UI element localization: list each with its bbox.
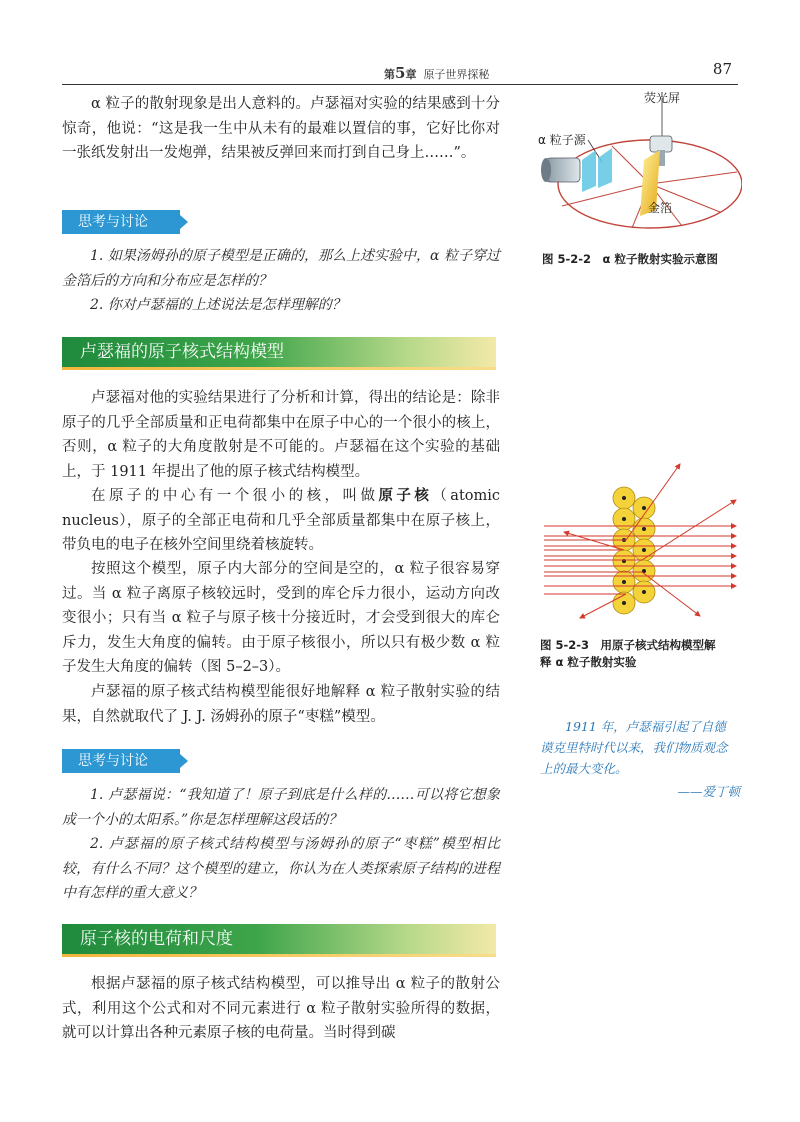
paragraph-3-b: （atomic nucleus），原子的全部正电荷和几乎全部质量都集中在原子核上，带负电的电子在核外空间里绕着核旋转。 (62, 488, 501, 553)
paragraph-6: 根据卢瑟福的原子核式结构模型，可以推导出 α 粒子的散射公式，利用这个公式和对不同元素进行 α 粒子散射实验所得的数据，就可以计算出各种元素原子核的电荷量。当时得到碳 (62, 976, 500, 1041)
section-heading-1 (62, 337, 496, 367)
nuclear-model-figure (540, 460, 740, 620)
discussion-2-question-1: 1. 卢瑟福说：“我知道了！原子到底是什么样的……可以将它想象成一个小的太阳系。”你是怎样理解这段话的？ (62, 787, 500, 828)
sidebar-quote: 1911 年，卢瑟福引起了自德谟克里特时代以来，我们物质观念上的最大变化。 (540, 719, 728, 776)
paragraph-3 (62, 484, 500, 558)
discussion-2-question-2: 2. 卢瑟福的原子核式结构模型与汤姆孙的原子“枣糕”模型相比较，有什么不同？这个模型的建立，你认为在人类探索原子结构的进程中有怎样的重大意义？ (62, 836, 500, 901)
figure-1-caption: 图 5-2-2 α 粒子散射实验示意图 (542, 252, 718, 266)
term-atomic-nucleus: 原子核 (378, 488, 433, 504)
paragraph-5: 卢瑟福的原子核式结构模型能很好地解释 α 粒子散射实验的结果，自然就取代了 J. J. 汤姆孙的原子“枣糕”模型。 (62, 684, 500, 725)
section-title-1: 卢瑟福的原子核式结构模型 (80, 342, 284, 362)
discussion-tag-1 (62, 210, 190, 234)
alpha-source-icon (541, 158, 580, 182)
paragraph-1: α 粒子的散射现象是出人意料的。卢瑟福对实验的结果感到十分惊奇，他说：“这是我一生中从未有的最难以置信的事，它好比你对一张纸发射出一发炮弹，结果被反弹回来而打到自己身上……”。 (62, 96, 500, 161)
figure-2-caption (540, 637, 740, 671)
paragraph-3-a: 在原子的中心有一个很小的核，叫做 (91, 488, 379, 504)
label-source: α 粒子源 (538, 133, 586, 147)
label-foil: 金箔 (648, 201, 673, 215)
page-number: 87 (712, 60, 732, 78)
paragraph-2: 卢瑟福对他的实验结果进行了分析和计算，得出的结论是：除非原子的几乎全部质量和正电荷都集中在原子中心的一个很小的核上，否则，α 粒子的大角度散射是不可能的。卢瑟福在这个实验的基础上，于 1911 年提出了他的原子核式结构模型。 (62, 390, 500, 480)
figure-2-caption-line-1: 图 5-2-3 用原子核式结构模型解 (540, 638, 716, 652)
section-title-2: 原子核的电荷和尺度 (80, 929, 233, 949)
chapter-prefix: 第 (384, 68, 395, 81)
header-rule (62, 84, 738, 85)
chapter-suffix: 章 (405, 68, 417, 81)
chapter-title: 原子世界探秘 (423, 68, 490, 81)
quote-author: ——爱丁顿 (677, 784, 740, 799)
discussion-label-2: 思考与讨论 (78, 753, 148, 769)
running-head (384, 64, 489, 82)
section-heading-2 (62, 924, 496, 954)
discussion-1-question-1: 1. 如果汤姆孙的原子模型是正确的，那么上述实验中，α 粒子穿过金箔后的方向和分布应是怎样的？ (62, 248, 500, 289)
paragraph-4: 按照这个模型，原子内大部分的空间是空的，α 粒子很容易穿过。当 α 粒子离原子核较远时，受到的库仑斥力很小，运动方向改变很小；只有当 α 粒子与原子核十分接近时，才会受到很大的库仑斥力，发生大角度的偏转。由于原子核很小，所以只有极少数 α 粒子发生大角度的偏转（图 5–2–3）。 (62, 561, 500, 675)
scattering-experiment-figure (532, 88, 742, 248)
figure-2-caption-line-2: 释 α 粒子散射实验 (540, 655, 637, 669)
discussion-label-1: 思考与讨论 (78, 214, 148, 230)
label-screen: 荧光屏 (644, 91, 681, 105)
discussion-tag-2 (62, 749, 190, 773)
chapter-number: 5 (395, 64, 406, 82)
discussion-1-question-2: 2. 你对卢瑟福的上述说法是怎样理解的？ (90, 297, 346, 313)
